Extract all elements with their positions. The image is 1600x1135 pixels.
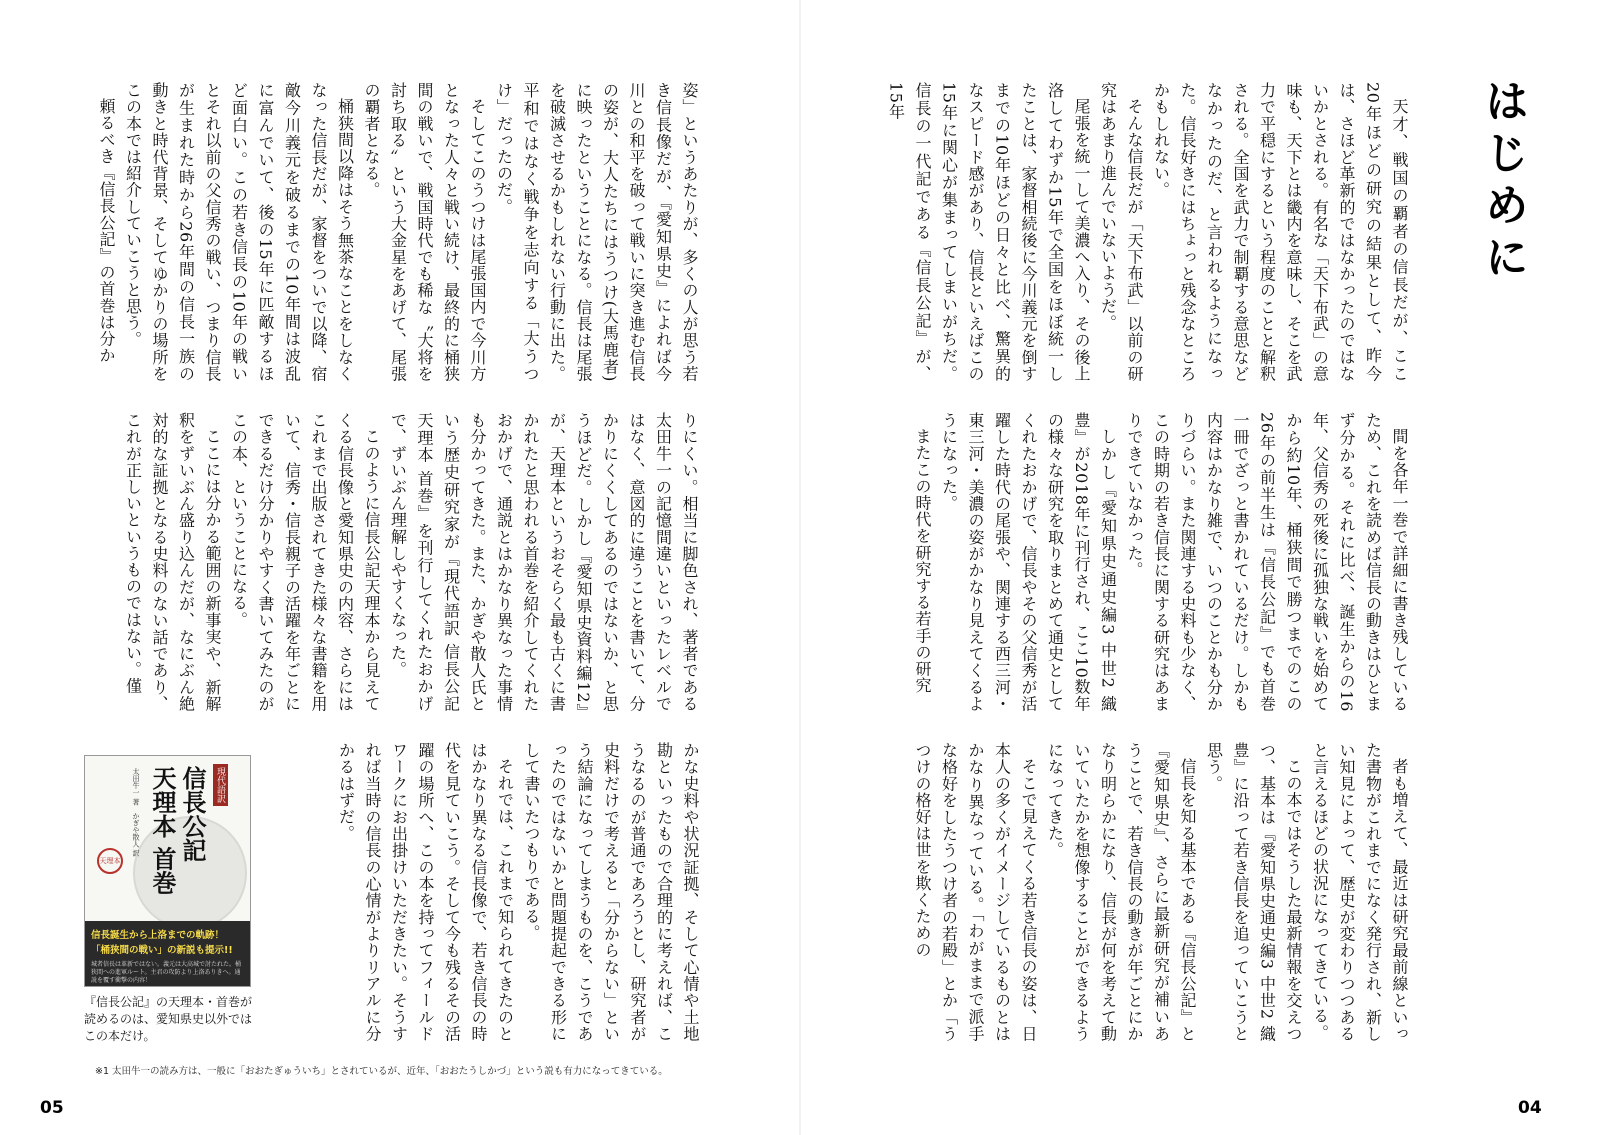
- left-upper-text-block: [82, 82, 702, 382]
- right-lower-text-block: [872, 742, 1412, 1042]
- paragraph: しかし『愛知県史通史編3 中世2 織豊』が2018年に刊行され、ここ10数年の様々な研究を取りまとめて通史としてくれたおかげで、信長やその父信秀が活躍した時代の尾張や、関連する西三河・東三河・美濃の姿がかなり見えてくるようになった。: [939, 412, 1118, 712]
- paragraph: 信長を知る基本である『信長公記』と『愛知県史』、さらに最新研究が補いあうことで、若き信長の動きが年ごとにかなり明らかになり、信長が何を考えて動いていたかを想像することができるようになってきた。: [1045, 742, 1197, 1042]
- page-number: 05: [40, 1098, 64, 1118]
- paragraph: ここには分かる範囲の新事実や、新解釈をずいぶん盛り込んだが、なにぶん絶対的な証拠となる史料のない話であり、これが正しいというものではない。僅: [123, 412, 222, 712]
- paragraph: そしてこのうつけは尾張国内で今川方となった人々と戦い続け、最終的に桶狭間の戦いで、戦国時代でも稀な〝大将を討ち取る〟という大金星をあげて、尾張の覇者となる。: [362, 82, 487, 382]
- right-page: [800, 0, 1600, 1135]
- paragraph: またこの時代を研究する若手の研究: [913, 428, 932, 694]
- seal-stamp-icon: 天理本: [97, 848, 123, 874]
- cover-badge: 現代語訳: [213, 764, 228, 806]
- page-number: 04: [1518, 1098, 1542, 1118]
- right-upper-text-block: [872, 82, 1412, 382]
- cover-title: [147, 766, 207, 894]
- paragraph: それでは、これまで知られてきたのとはかなり異なる信長像で、若き信長の時代を見ていこう。そして今も残るその活躍の場所へ、この本を持ってフィールドワークにお出掛けいただきたい。そうすれば当時の信長の心情がよりリアルに分かるはずだ。: [336, 742, 515, 1042]
- image-caption: 『信長公記』の天理本・首巻が読めるのは、愛知県史以外ではこの本だけ。: [84, 995, 253, 1043]
- cover-band-blurb: 城者信長は革新ではない。義元は大高城で討たれた。桶狭間への進軍ルート。主君の攻防より上洛ありきへ。通説を覆す衝撃の内容！: [91, 961, 242, 984]
- footnote: ※1 太田牛一の読み方は、一般に「おおたぎゅういち」とされているが、近年、「おおたうしかづ」という説も有力になってきている。: [95, 1066, 668, 1077]
- paragraph: 桶狭間以降はそう無茶なことをしなくなった信長だが、家督をついで以降、宿敵今川義元を破るまでの10年間は波乱に富んでいて、後の15年に匹敵するほど面白い。この若き信長の10年の戦いとそれ以前の父信秀の戦い、つまり信長が生まれた時から26年間の信長一族の動きと時代背景、そしてゆかりの場所をこの本では紹介していこうと思う。: [123, 82, 355, 382]
- paragraph: 尾張を統一して美濃へ入り、その後上洛してわずか15年で全国をほぼ統一したことは、家督相続後に今川義元を倒すまでの10年ほどの日々と比べ、驚異的なスピード感があり、信長といえばこの15年に関心が集まってしまいがちだ。信長の一代記である『信長公記』が、15年: [886, 82, 1091, 382]
- paragraph: 者も増えて、最近は研究最前線といった書物がこれまでになく発行され、新しい知見によって、歴史が変わりつつあると言えるほどの状況になってきている。: [1310, 742, 1409, 1042]
- cover-band-headline: 「桶狭間の戦い」の新説も提示!!: [91, 945, 233, 956]
- cover-band: [85, 921, 250, 986]
- paragraph: そこで見えてくる若き信長の姿は、日本人の多くがイメージしているものとはかなり異なっている。「わがままで派手な格好をしたうつけ者の若殿」とか「うつけの格好は世を欺くための: [913, 742, 1038, 1042]
- paragraph: 頼るべき『信長公記』の首巻は分か: [97, 98, 116, 364]
- cover-band-headline: 信長誕生から上洛までの軌跡！: [91, 930, 225, 941]
- paragraph: このように信長公記天理本から見えてくる信長像と愛知県史の内容、さらにはこれまで出版されてきた様々な書籍を用いて、信秀・信長親子の活躍を年ごとにできるだけ分かりやすく書いてみたのがこの本、ということになる。: [229, 412, 381, 712]
- left-lower-text-block: [318, 742, 703, 1042]
- paragraph: 天才、戦国の覇者の信長だが、ここ20年ほどの研究の結果として、昨今は、さほど革新的ではなかったのではないかとされる。有名な「天下布武」の意味も、天下とは畿内を意味し、そこを武力で平穏にするという程度のことと解釈される。全国を武力で制覇する意思などなかったのだ、と言われるようになった。信長好きにはちょっと残念なところかもしれない。: [1151, 82, 1409, 382]
- chapter-title: はじめに: [1477, 78, 1528, 286]
- paragraph: そんな信長だが「天下布武」以前の研究はあまり進んでいないようだ。: [1098, 82, 1144, 382]
- cover-title-line: 天理本 首巻: [148, 766, 176, 895]
- book-cover-image: [84, 755, 251, 987]
- paragraph: この本ではそうした最新情報を交えつつ、基本は『愛知県史通史編3 中世2 織豊』に沿って若き信長を追っていこうと思う。: [1204, 742, 1303, 1042]
- paragraph: かな史料や状況証拠、そして心情や土地勘といったもので合理的に考えれば、こうなるのが普通であろうとし、研究者が史料だけで考えると「分からない」という結論になってしまうものを、こうであったのではないかと問題提起できる形にして書いたつもりである。: [522, 742, 700, 1042]
- cover-author: 太田牛一 著 かぎや散人 訳: [132, 768, 140, 857]
- paragraph: りにくい。相当に脚色され、著者である太田牛一の記憶間違いといったレベルではなく、意図的に違うことを書いて、分かりにくくしてあるのではないか、と思うほどだ。しかし『愛知県史資料編12』が、天理本というおそらく最も古くに書かれたと思われる首巻を紹介してくれたおかげで、通説とはかなり異なった事情も分かってきた。また、かぎや散人氏という歴史研究家が『現代語訳 信長公記 天理本 首巻』を刊行してくれたおかげで、ずいぶん理解しやすくなった。: [388, 412, 699, 712]
- paragraph: 間を各年一巻で詳細に書き残しているため、これを読めば信長の動きはひとまず分かる。それに比べ、誕生からの16年、父信秀の死後に孤独な戦いを始めてから約10年、桶狭間で勝つまでのこの26年の前半生は『信長公記』でも首巻一冊でざっと書かれているだけ。しかも内容はかなり雑で、いつのことかも分かりづらい。また関連する史料も少なく、この時期の若き信長に関する研究はあまりできていなかった。: [1125, 412, 1409, 712]
- paragraph: 姿」というあたりが、多くの人が思う若き信長像だが、『愛知県史』によれば今川との和平を破って戦いに突き進む信長の姿が、大人たちにはうつけ(大馬鹿者)に映ったということになる。信長は尾張を破滅させるかもしれない行動に出た。平和ではなく戦争を志向する「大うつけ」だったのだ。: [494, 82, 699, 382]
- cover-title-line: 信長公記: [178, 766, 206, 862]
- left-middle-text-block: [82, 412, 702, 712]
- right-middle-text-block: [872, 412, 1412, 712]
